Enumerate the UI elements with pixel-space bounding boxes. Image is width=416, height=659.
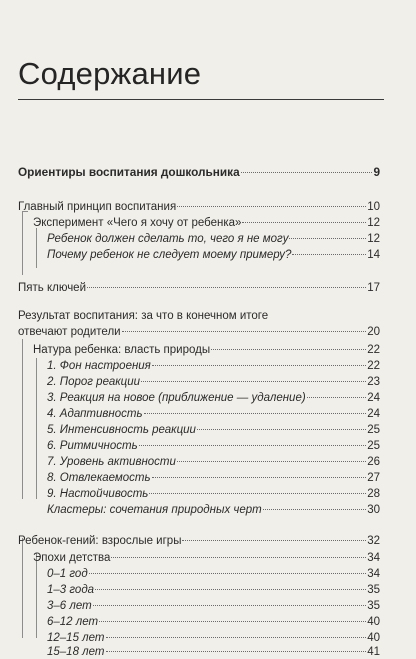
toc-entry-page: 20 (367, 326, 380, 338)
toc-entry[interactable] (47, 455, 380, 469)
toc-entry[interactable] (47, 615, 380, 629)
bracket-line (36, 228, 37, 268)
toc-entry-page: 28 (367, 488, 380, 500)
toc-entry[interactable] (18, 200, 380, 214)
toc-entry-title: Почему ребенок не следует моему примеру? (47, 249, 292, 261)
dot-leader (95, 589, 366, 590)
toc-entry[interactable] (47, 645, 380, 659)
dot-leader (99, 621, 366, 622)
toc-entry-title: Ориентиры воспитания дошкольника (18, 165, 240, 179)
bracket-line (22, 212, 23, 275)
toc-entry[interactable] (47, 503, 380, 517)
toc-entry-title: 8. Отвлекаемость (47, 472, 151, 484)
toc-entry[interactable] (18, 165, 380, 179)
dot-leader (307, 397, 367, 398)
toc-entry-page: 24 (367, 392, 380, 404)
toc-entry[interactable] (47, 232, 380, 246)
toc-entry-page: 10 (367, 201, 380, 213)
toc-entry[interactable] (47, 359, 380, 373)
toc-entry-title: Эксперимент «Чего я хочу от ребенка» (33, 217, 242, 229)
dot-leader (89, 573, 367, 574)
dot-leader (149, 493, 366, 494)
toc-entry-page: 22 (367, 360, 380, 372)
dot-leader (139, 445, 367, 446)
toc-entry[interactable] (33, 343, 380, 357)
toc-entry-title: Кластеры: сочетания природных черт (47, 504, 262, 516)
toc-entry[interactable] (47, 567, 380, 581)
toc-entry-title: Ребенок-гений: взрослые игры (18, 535, 182, 547)
toc-entry-page: 40 (367, 632, 380, 644)
toc-entry-page: 35 (367, 584, 380, 596)
toc-entry-page: 24 (367, 408, 380, 420)
toc-entry-page: 41 (367, 646, 380, 658)
toc-entry-page: 22 (367, 344, 380, 356)
toc-entry-page: 25 (367, 424, 380, 436)
dot-leader (87, 287, 366, 288)
toc-entry-title: 1–3 года (47, 584, 95, 596)
toc-entry[interactable] (47, 375, 380, 389)
dot-leader (152, 477, 367, 478)
toc-entry[interactable] (47, 471, 380, 485)
dot-leader (144, 413, 367, 414)
toc-entry-title: Ребенок должен сделать то, чего я не могу (47, 233, 289, 245)
toc-entry[interactable] (47, 599, 380, 613)
toc-entry-title: 2. Порог реакции (47, 376, 141, 388)
toc-entry[interactable] (47, 248, 380, 262)
dot-leader (242, 222, 366, 223)
toc-entry-page: 34 (367, 552, 380, 564)
dot-leader (182, 540, 366, 541)
bracket-line (22, 339, 23, 499)
toc-entry-page: 23 (367, 376, 380, 388)
bracket-line (36, 553, 37, 638)
toc-entry[interactable] (33, 216, 380, 230)
toc-entry-title: 7. Уровень активности (47, 456, 176, 468)
toc-entry[interactable] (47, 391, 380, 405)
toc-entry[interactable] (18, 325, 380, 339)
dot-leader (197, 429, 366, 430)
toc-entry-title: 12–15 лет (47, 632, 105, 644)
dot-leader (93, 605, 366, 606)
toc-entry-page: 9 (373, 165, 380, 179)
toc-entry[interactable] (47, 423, 380, 437)
toc-entry[interactable] (47, 407, 380, 421)
toc-entry-title-line2: отвечают родители (18, 326, 121, 338)
toc-entry-title: 15–18 лет (47, 646, 105, 658)
toc-entry[interactable] (18, 534, 380, 548)
toc-entry-page: 40 (367, 616, 380, 628)
dot-leader (152, 365, 366, 366)
dot-leader (289, 238, 366, 239)
bracket-line (36, 358, 37, 499)
dot-leader (106, 651, 367, 652)
toc-entry-page: 12 (367, 233, 380, 245)
toc-entry-title: Натура ребенка: власть природы (33, 344, 211, 356)
toc-entry-page: 27 (367, 472, 380, 484)
toc-entry[interactable] (47, 487, 380, 501)
toc-entry-title: Главный принцип воспитания (18, 201, 177, 213)
toc-entry-page: 14 (367, 249, 380, 261)
toc-entry-page: 12 (367, 217, 380, 229)
toc-entry[interactable] (47, 631, 380, 645)
toc-entry-title: 3–6 лет (47, 600, 92, 612)
dot-leader (292, 254, 366, 255)
toc-entry-title: 6. Ритмичность (47, 440, 138, 452)
toc-entry[interactable] (18, 281, 380, 295)
toc-entry[interactable] (47, 439, 380, 453)
dot-leader (122, 331, 367, 332)
toc-entry-title: 4. Адаптивность (47, 408, 143, 420)
bracket-line (22, 538, 23, 638)
toc-entry-title: 9. Настойчивость (47, 488, 149, 500)
toc-entry-title: 6–12 лет (47, 616, 99, 628)
toc-entry-title: Эпохи детства (33, 552, 111, 564)
dot-leader (177, 206, 366, 207)
toc-entry-title: 0–1 год (47, 568, 88, 580)
toc-entry-page: 26 (367, 456, 380, 468)
toc-entry[interactable] (47, 583, 380, 597)
toc-entry-title-line1: Результат воспитания: за что в конечном итоге (18, 310, 269, 322)
toc-entry-title: Пять ключей (18, 282, 87, 294)
dot-leader (177, 461, 366, 462)
toc-entry-page: 32 (367, 535, 380, 547)
toc-entry-title: 1. Фон настроения (47, 360, 151, 372)
toc-entry-page: 35 (367, 600, 380, 612)
toc-entry-title: 5. Интенсивность реакции (47, 424, 196, 436)
dot-leader (106, 637, 367, 638)
dot-leader (141, 381, 366, 382)
toc-entry-title: 3. Реакция на новое (приближение — удаление) (47, 392, 306, 404)
page-title: Содержание (18, 56, 202, 91)
toc-entry-page: 34 (367, 568, 380, 580)
dot-leader (111, 557, 366, 558)
toc-entry-page: 30 (367, 504, 380, 516)
dot-leader (263, 509, 366, 510)
dot-leader (241, 172, 373, 173)
dot-leader (211, 349, 366, 350)
toc-entry[interactable] (33, 551, 380, 565)
toc-entry-page: 25 (367, 440, 380, 452)
toc-entry-page: 17 (367, 282, 380, 294)
